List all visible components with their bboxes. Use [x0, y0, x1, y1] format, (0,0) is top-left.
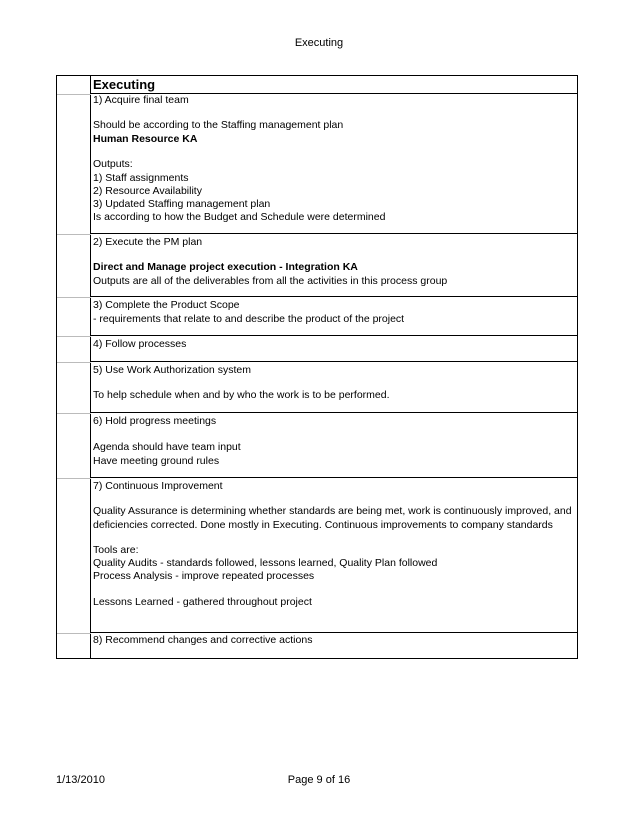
row-divider [57, 362, 91, 363]
row-divider [57, 94, 91, 95]
row-separator [91, 335, 577, 336]
row-separator [91, 632, 577, 633]
row-5-text: To help schedule when and by who the work is to be performed. [93, 389, 390, 401]
row-1-ka-label: Human Resource KA [93, 133, 198, 145]
row-2-ka-label: Direct and Manage project execution - Integration KA [93, 261, 358, 273]
row-3-text: - requirements that relate to and describe the product of the project [93, 313, 405, 325]
row-7-text: Lessons Learned - gathered throughout project [93, 596, 312, 608]
row-separator [91, 412, 577, 413]
left-margin-column [57, 76, 91, 658]
row-divider [57, 297, 91, 298]
row-separator [91, 477, 577, 478]
page-header-title: Executing [294, 37, 344, 49]
row-7-text: Quality Assurance is determining whether standards are being met, work is continuously improved, and [93, 505, 572, 517]
row-divider [57, 478, 91, 479]
section-title: Executing [93, 77, 156, 92]
row-4-heading: 4) Follow processes [93, 338, 187, 350]
row-7-text: Process Analysis - improve repeated processes [93, 570, 315, 582]
row-2-text: Outputs are all of the deliverables from all the activities in this process group [93, 275, 448, 287]
footer-page-number: Page 9 of 16 [287, 774, 351, 786]
row-5-heading: 5) Use Work Authorization system [93, 364, 251, 376]
row-7-text: Quality Audits - standards followed, lessons learned, Quality Plan followed [93, 557, 438, 569]
row-1-text: 3) Updated Staffing management plan [93, 198, 271, 210]
row-7-text: deficiencies corrected. Done mostly in Executing. Continuous improvements to company standards [93, 519, 553, 531]
row-separator [91, 296, 577, 297]
row-1-text: Is according to how the Budget and Schedule were determined [93, 211, 386, 223]
row-separator [91, 233, 577, 234]
footer-date: 1/13/2010 [56, 774, 105, 786]
row-divider [57, 413, 91, 414]
row-6-heading: 6) Hold progress meetings [93, 415, 217, 427]
row-divider [57, 336, 91, 337]
row-2-heading: 2) Execute the PM plan [93, 236, 203, 248]
row-1-text: Outputs: [93, 158, 133, 170]
content-table [56, 75, 578, 659]
row-8-heading: 8) Recommend changes and corrective actions [93, 634, 313, 646]
row-7-text: Tools are: [93, 544, 139, 556]
row-1-text: Should be according to the Staffing management plan [93, 119, 344, 131]
row-divider [57, 234, 91, 235]
row-1-heading: 1) Acquire final team [93, 94, 189, 106]
row-6-text: Have meeting ground rules [93, 455, 220, 467]
row-7-heading: 7) Continuous Improvement [93, 480, 223, 492]
row-1-text: 2) Resource Availability [93, 185, 202, 197]
row-divider [57, 633, 91, 634]
row-1-text: 1) Staff assignments [93, 172, 189, 184]
row-separator [91, 361, 577, 362]
row-6-text: Agenda should have team input [93, 441, 241, 453]
row-3-heading: 3) Complete the Product Scope [93, 299, 240, 311]
